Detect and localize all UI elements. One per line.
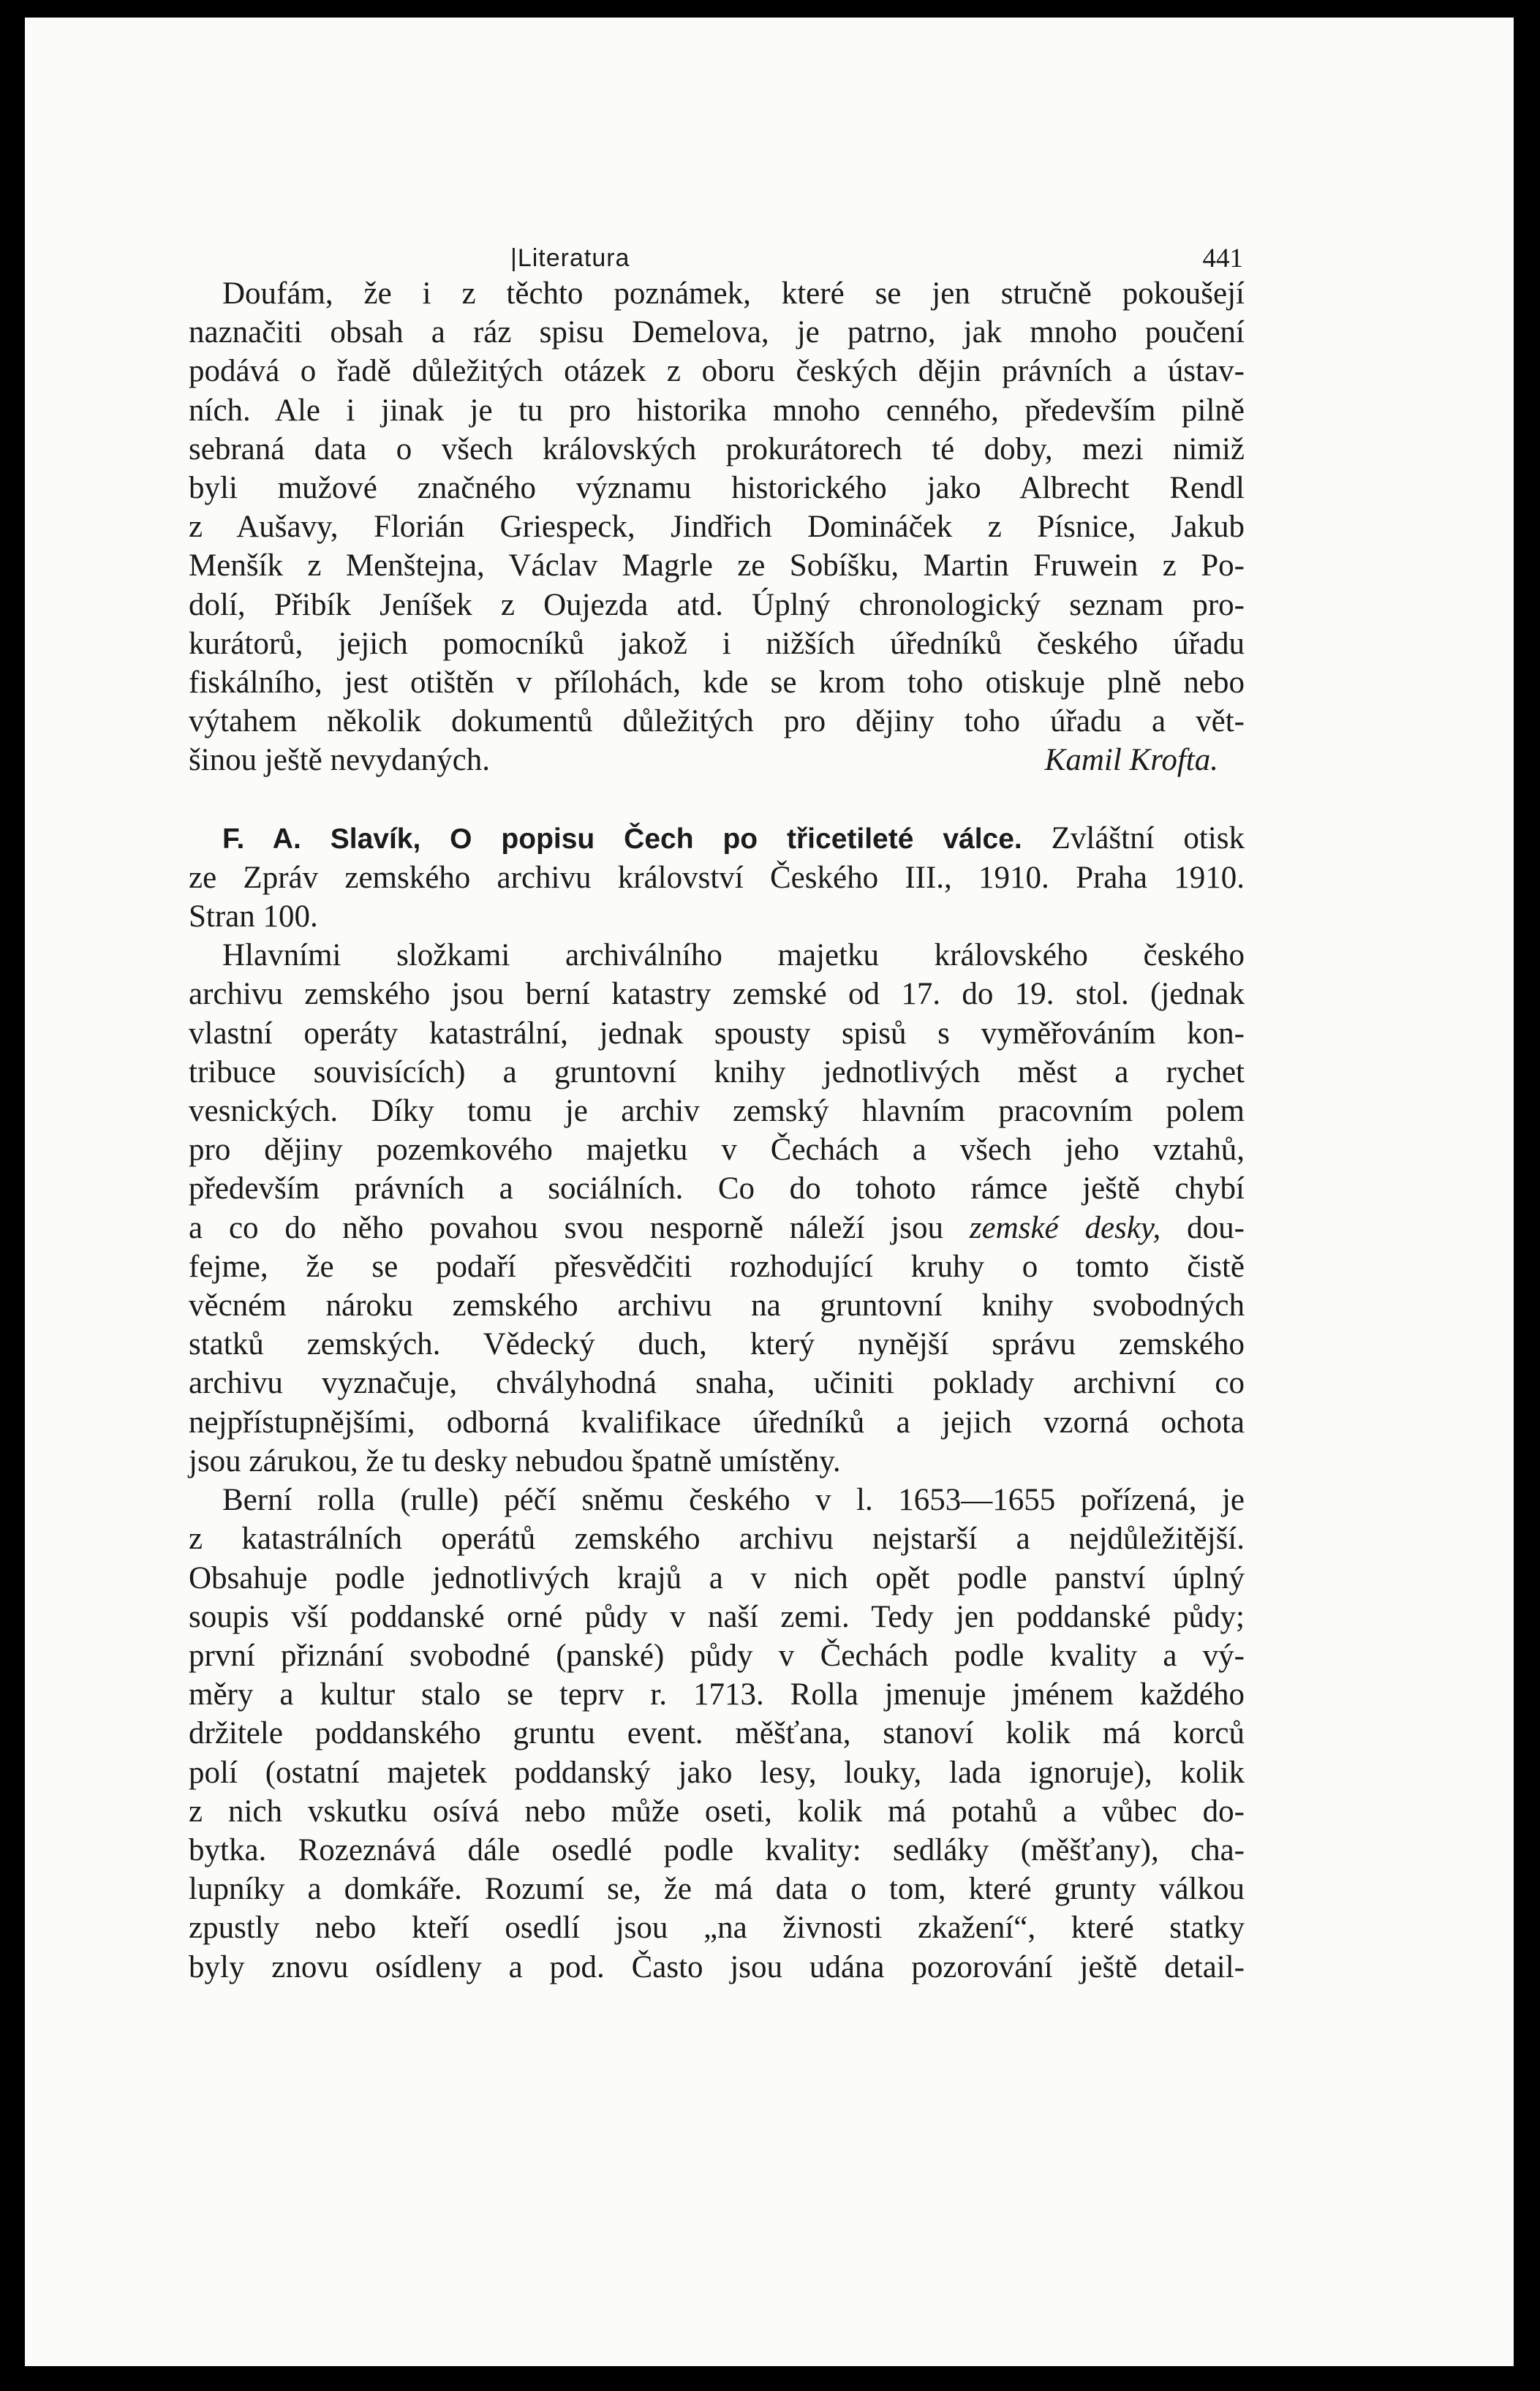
text-line: kurátorů, jejich pomocníků jakož i nižších úředníků českého úřadu — [189, 626, 1245, 661]
text-line: naznačiti obsah a ráz spisu Demelova, je patrno, jak mnoho poučení — [189, 315, 1245, 350]
text-segment: dou- — [1187, 1210, 1245, 1245]
review-slavik-paragraph-1 — [189, 936, 1245, 1481]
running-head — [189, 219, 1245, 274]
reviewed-author: F. A. Slavík, — [222, 823, 421, 855]
text-line: nejpřístupnějšími, odborná kvalifikace úředníků a jejich vzorná ochota — [189, 1405, 1245, 1440]
text-line: statků zemských. Vědecký duch, který nynější správu zemského — [189, 1327, 1245, 1362]
text-line: soupis vší poddanské orné půdy v naší zemi. Tedy jen poddanské půdy; — [189, 1599, 1245, 1634]
text-line: dolí, Přibík Jeníšek z Oujezda atd. Úplný chronologický seznam pro- — [189, 587, 1245, 622]
closing-line — [189, 741, 1245, 779]
text-line: polí (ostatní majetek poddanský jako lesy, louky, lada ignoruje), kolik — [189, 1755, 1245, 1790]
text-line: vlastní operáty katastrální, jednak spousty spisů s vyměřováním kon- — [189, 1016, 1245, 1051]
text-line: věcném nároku zemského archivu na gruntovní knihy svobodných — [189, 1288, 1245, 1323]
text-line: byli mužové značného významu historického jako Albrecht Rendl — [189, 471, 1245, 506]
text-line: archivu zemského jsou berní katastry zemské od 17. do 19. stol. (jednak — [189, 977, 1245, 1012]
text-line: bytka. Rozeznává dále osedlé podle kvality: sedláky (měšťany), cha- — [189, 1832, 1245, 1867]
reviewer-signature: Kamil Krofta. — [1044, 743, 1218, 778]
text-line: jsou zárukou, že tu desky nebudou špatně umístěny. — [189, 1443, 841, 1478]
review-krofta-paragraph — [189, 274, 1245, 780]
section-gap — [189, 780, 1245, 819]
page-text — [189, 219, 1245, 1987]
text-line: držitele poddanského gruntu event. měšťana, stanoví kolik má korců — [189, 1716, 1245, 1751]
text-line: výtahem několik dokumentů důležitých pro dějiny toho úřadu a vět- — [189, 704, 1245, 739]
text-line: archivu vyznačuje, chvályhodná snaha, učiniti poklady archivní co — [189, 1366, 1245, 1401]
text-line: z katastrálních operátů zemského archivu nejstarší a nejdůležitější. — [189, 1522, 1245, 1557]
text-line: Menšík z Menštejna, Václav Magrle ze Sobíšku, Martin Fruwein z Po- — [189, 548, 1245, 583]
bibliographic-line — [189, 819, 1245, 858]
text-line: Obsahuje podle jednotlivých krajů a v nich opět podle panství úplný — [189, 1560, 1245, 1595]
text-line: první přiznání svobodné (panské) půdy v Čechách podle kvality a vý- — [189, 1638, 1245, 1673]
review-slavik-paragraph-2 — [189, 1481, 1245, 1987]
text-line: především právních a sociálních. Co do tohoto rámce ještě chybí — [189, 1171, 1245, 1206]
text-line: Berní rolla (rulle) péčí sněmu českého v l. 1653—1655 pořízená, je — [222, 1483, 1245, 1518]
page-number: 441 — [1202, 243, 1243, 273]
bibliographic-line: Stran 100. — [189, 899, 318, 934]
text-line: z nich vskutku osívá nebo může oseti, kolik má potahů a vůbec do- — [189, 1794, 1245, 1829]
text-line: tribuce souvisících) a gruntovní knihy jednotlivých měst a rychet — [189, 1054, 1245, 1089]
text-line: byly znovu osídleny a pod. Často jsou udána pozorování ještě detail- — [189, 1949, 1245, 1984]
text-line: měry a kultur stalo se teprv r. 1713. Rolla jmenuje jménem každého — [189, 1677, 1245, 1712]
text-line: ních. Ale i jinak je tu pro historika mnoho cenného, především pilně — [189, 393, 1245, 428]
text-segment: a co do něho povahou svou nesporně náleží jsou — [189, 1210, 943, 1245]
text-line: Hlavními složkami archiválního majetku královského českého — [222, 938, 1245, 973]
text-line: sebraná data o všech královských prokurátorech té doby, mezi nimiž — [189, 431, 1245, 467]
emphasized-term: zemské desky, — [969, 1210, 1161, 1245]
running-head-section: |Literatura — [510, 244, 630, 272]
text-line: fejme, že se podaří přesvědčiti rozhodující kruhy o tomto čistě — [189, 1249, 1245, 1284]
bibliographic-line: ze Zpráv zemského archivu království Českého III., 1910. Praha 1910. — [189, 860, 1245, 895]
text-line: z Aušavy, Florián Griespeck, Jindřich Domináček z Písnice, Jakub — [189, 510, 1245, 545]
text-line: šinou ještě nevydaných. — [189, 743, 490, 778]
bibliographic-detail: Zvláštní otisk — [1051, 820, 1245, 855]
text-line: pro dějiny pozemkového majetku v Čechách a všech jeho vztahů, — [189, 1133, 1245, 1168]
text-line — [189, 1209, 1245, 1247]
text-line: Doufám, že i z těchto poznámek, které se jen stručně pokoušejí — [222, 276, 1245, 311]
reviewed-title: O popisu Čech po třicetileté válce. — [450, 823, 1022, 855]
text-line: lupníky a domkáře. Rozumí se, že má data o tom, které grunty válkou — [189, 1872, 1245, 1907]
text-line: vesnických. Díky tomu je archiv zemský hlavním pracovním polem — [189, 1094, 1245, 1129]
text-line: fiskálního, jest otištěn v přílohách, kde se krom toho otiskuje plně nebo — [189, 665, 1245, 700]
bibliographic-entry — [189, 819, 1245, 937]
text-line: podává o řadě důležitých otázek z oboru českých dějin právních a ústav- — [189, 354, 1245, 389]
text-line: zpustly nebo kteří osedlí jsou „na živnosti zkažení“, které statky — [189, 1911, 1245, 1946]
